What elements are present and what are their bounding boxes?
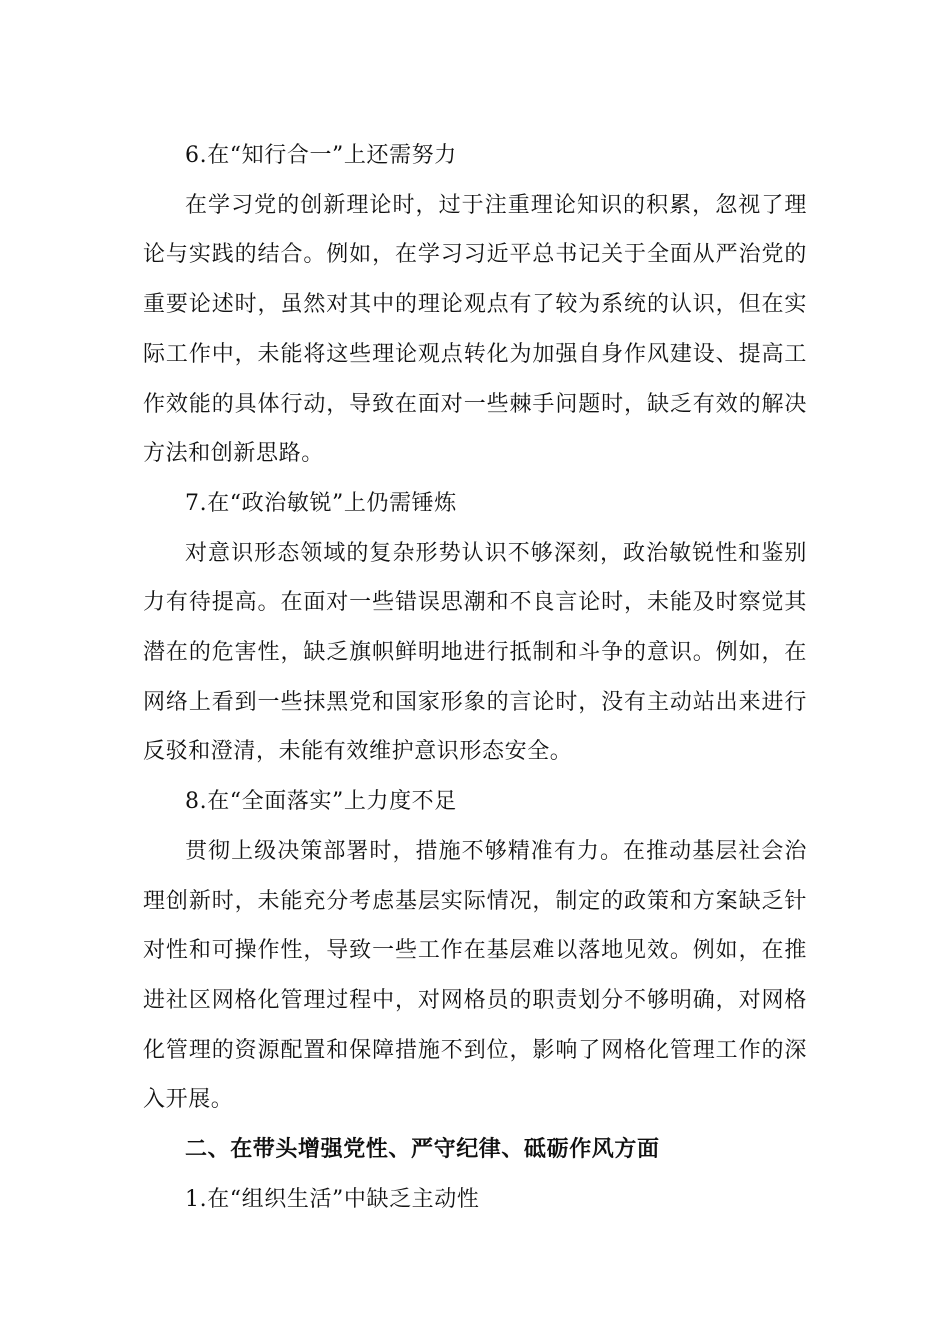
- paragraph-8: 贯彻上级决策部署时，措施不够精准有力。在推动基层社会治理创新时，未能充分考虑基层实际情况，制定的政策和方案缺乏针对性和可操作性，导致一些工作在基层难以落地见效。例如，在推进社区网格化管理过程中，对网格员的职责划分不够明确，对网格化管理的资源配置和保障措施不到位，影响了网格化管理工作的深入开展。: [143, 838, 807, 1113]
- paragraph-6: 在学习党的创新理论时，过于注重理论知识的积累，忽视了理论与实践的结合。例如，在学习习近平总书记关于全面从严治党的重要论述时，虽然对其中的理论观点有了较为系统的认识，但在实际工作中，未能将这些理论观点转化为加强自身作风建设、提高工作效能的具体行动，导致在面对一些棘手问题时，缺乏有效的解决方法和创新思路。: [143, 192, 807, 467]
- subheading-6: 6.在“知行合一”上还需努力: [185, 143, 457, 168]
- subheading-7: 7.在“政治敏锐”上仍需锤炼: [185, 490, 457, 516]
- subheading-2-1: 1.在“组织生活”中缺乏主动性: [185, 1186, 480, 1212]
- paragraph-7: 对意识形态领域的复杂形势认识不够深刻，政治敏锐性和鉴别力有待提高。在面对一些错误思潮和不良言论时，未能及时察觉其潜在的危害性，缺乏旗帜鲜明地进行抵制和斗争的意识。例如，在网络上看到一些抹黑党和国家形象的言论时，没有主动站出来进行反驳和澄清，未能有效维护意识形态安全。: [143, 540, 807, 765]
- document-body: [143, 131, 807, 1224]
- section-heading-2: 二、在带头增强党性、严守纪律、砥砺作风方面: [185, 1136, 660, 1163]
- subheading-8: 8.在“全面落实”上力度不足: [185, 789, 457, 815]
